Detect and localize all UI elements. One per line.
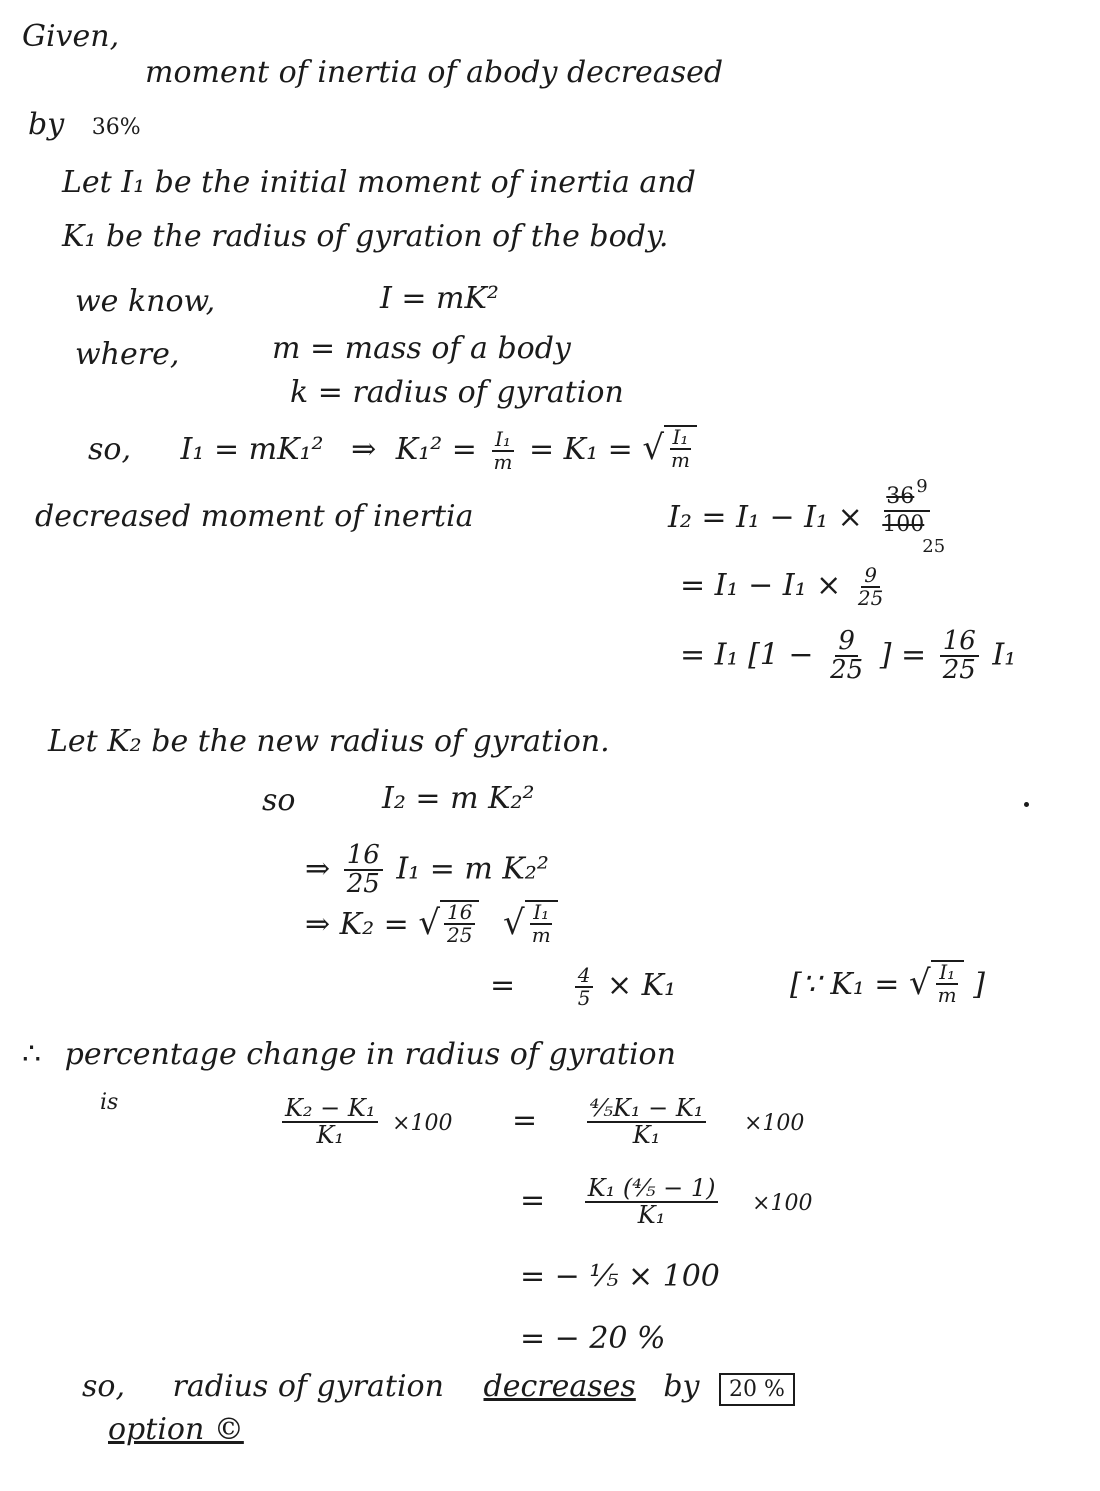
we-know: we know,	[75, 284, 216, 319]
is-label: is	[100, 1090, 119, 1115]
frac-16-over-25-b: $\frac{16}{25}$	[344, 842, 383, 899]
frac-i1-over-m: $\frac{\text{I₁}}{m}$	[493, 427, 513, 474]
frac-45k1-minus-k1: $\frac{\text{⁴⁄₅K₁ − K₁}}{\text{K₁}}$	[587, 1096, 707, 1148]
ratio-x100-a: ×100	[392, 1111, 453, 1137]
eq-i2-mk2: I₂ = m K₂²	[382, 781, 535, 816]
given-percent: 36%	[91, 115, 141, 140]
sqrt-16-over-25: √ $\frac{16}{25}$	[418, 900, 479, 946]
ratio-row-2	[520, 1176, 812, 1228]
because-pre: [∵ K₁ =	[790, 967, 900, 1002]
eq-k1: = K₁ =	[528, 432, 633, 467]
answer-box: 20 %	[719, 1373, 795, 1406]
decrease-line-2-text: = I₁ − I₁ ×	[680, 568, 842, 603]
because-note	[790, 960, 985, 1006]
therefore-symbol: ∴	[22, 1037, 42, 1072]
frac-16-over-25: $\frac{16}{25}$	[940, 628, 979, 685]
def-line-2: K₁ be the radius of gyration of the body.	[62, 219, 669, 254]
decrease-line-1-text: I₂ = I₁ − I₁ ×	[668, 500, 863, 535]
eq4-post: × K₁	[606, 968, 677, 1003]
step-so-row	[88, 425, 697, 473]
decrease-line-3a: = I₁ [1 −	[680, 637, 814, 673]
eq-k1sq: K₁² =	[395, 432, 477, 467]
because-post: ]	[973, 967, 985, 1002]
implies-arrow: ⇒	[351, 432, 377, 467]
eq-4-5-k1	[490, 965, 676, 1009]
ratio-x100-b: ×100	[743, 1111, 805, 1137]
by-label: by	[28, 107, 65, 142]
k-definition: k = radius of gyration	[290, 375, 624, 410]
percent-line-text: percentage change in radius of gyration	[64, 1037, 676, 1072]
sqrt-i1-over-m-c: √ $\frac{\text{I₁}}{m}$	[909, 960, 964, 1006]
ratio-x100-c: ×100	[752, 1191, 813, 1217]
so-label: so,	[88, 432, 131, 467]
given-by	[28, 107, 141, 142]
conclusion-so: so,	[82, 1369, 125, 1404]
stray-dot	[1024, 802, 1029, 807]
decrease-line-3c: I₁	[992, 637, 1017, 673]
frac-9-over-25-b: $\frac{9}{25}$	[830, 626, 864, 686]
option-label: option ©	[108, 1412, 244, 1447]
eq-16-25-i1	[305, 842, 549, 899]
ratio-row-1	[278, 1096, 804, 1148]
given-label: Given,	[22, 19, 120, 54]
implies-arrow-2: ⇒	[305, 851, 331, 887]
m-definition: m = mass of a body	[272, 331, 571, 366]
formula-i-mk2: I = mK²	[380, 281, 499, 316]
sqrt-i1-over-m-b: √ $\frac{\text{I₁}}{m}$	[503, 900, 558, 946]
decrease-eq-3	[680, 628, 1016, 685]
ratio-row-4: = − 20 %	[520, 1321, 666, 1356]
ratio-row-3: = − ⅕ × 100	[520, 1259, 720, 1294]
given-statement: moment of inertia of abody decreased	[145, 55, 724, 90]
frac-k1-factor: $\frac{\text{K₁ (⁴⁄₅ − 1)}}{\text{K₁}}$	[585, 1176, 719, 1228]
conclusion-decreases: decreases	[483, 1369, 636, 1404]
ratio-eq-1: =	[512, 1103, 538, 1139]
eq-k2-pre: ⇒ K₂ =	[305, 907, 409, 942]
frac-36-over-100: 36 9 100 25	[882, 476, 946, 557]
percent-line	[22, 1037, 676, 1072]
new-radius-line: Let K₂ be the new radius of gyration.	[48, 724, 610, 759]
conclusion-by: by	[663, 1369, 700, 1404]
conclusion-row	[82, 1369, 795, 1404]
decreased-label: decreased moment of inertia	[35, 499, 474, 534]
eq-i1: I₁ = mK₁²	[180, 432, 324, 467]
ratio-eq-2: =	[520, 1183, 546, 1219]
new-radius-so: so	[262, 783, 296, 818]
frac-k2-minus-k1-over-k1: $\frac{\text{K₂ − K₁}}{\text{K₁}}$	[282, 1096, 378, 1148]
conclusion-text: radius of gyration	[172, 1369, 444, 1404]
decrease-eq-2	[680, 565, 890, 609]
eq-16-25-post: I₁ = m K₂²	[396, 851, 549, 887]
def-line-1: Let I₁ be the initial moment of inertia and	[62, 165, 696, 200]
decrease-line-3b: ] =	[879, 637, 927, 673]
frac-9-over-25-a: $\frac{9}{25}$	[857, 563, 884, 610]
sqrt-i1-over-m: √ $\frac{\text{I₁}}{m}$	[642, 425, 697, 471]
frac-4-over-5: $\frac{4}{5}$	[575, 965, 594, 1009]
decrease-eq-1	[668, 476, 946, 557]
eq-k2-sqrt	[305, 900, 558, 946]
where-label: where,	[75, 337, 180, 372]
eq4-eq: =	[490, 968, 516, 1003]
